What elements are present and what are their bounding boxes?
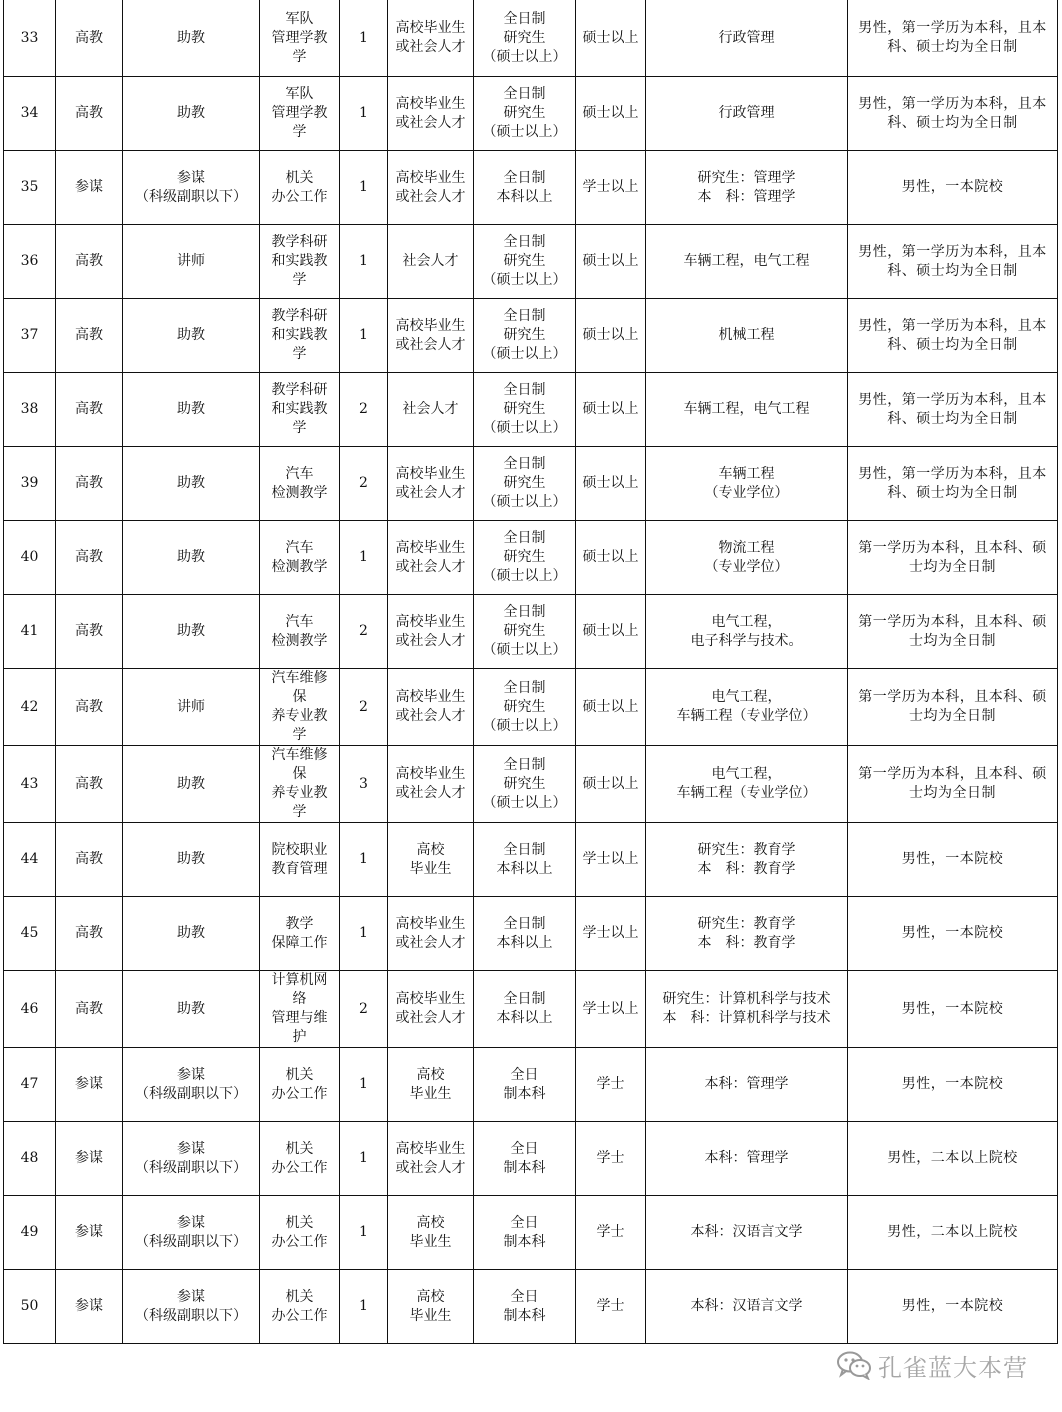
cell-row-number: 40 [4, 521, 56, 595]
cell-job-content: 机关 办公工作 [260, 1048, 340, 1122]
cell-source: 高校毕业生 或社会人才 [388, 1122, 474, 1196]
cell-degree: 学士 [576, 1048, 646, 1122]
cell-source: 高校毕业生 或社会人才 [388, 299, 474, 373]
cell-row-number: 34 [4, 77, 56, 151]
cell-major: 本科：管理学 [646, 1048, 848, 1122]
table-row [4, 299, 1058, 373]
cell-education: 全日制 研究生 （硕士以上） [474, 77, 576, 151]
table-row [4, 595, 1058, 669]
cell-education: 全日制 研究生 （硕士以上） [474, 521, 576, 595]
cell-row-number: 41 [4, 595, 56, 669]
cell-category: 参谋 [56, 1122, 123, 1196]
cell-position-title: 助教 [123, 77, 260, 151]
watermark [836, 1348, 1028, 1382]
cell-degree: 学士以上 [576, 971, 646, 1048]
cell-education: 全日制 研究生 （硕士以上） [474, 0, 576, 77]
cell-job-content: 汽车 检测教学 [260, 521, 340, 595]
table-row [4, 971, 1058, 1048]
cell-job-content: 机关 办公工作 [260, 1196, 340, 1270]
cell-position-title: 助教 [123, 746, 260, 823]
cell-position-title: 参谋 （科级副职以下） [123, 1122, 260, 1196]
cell-degree: 硕士以上 [576, 669, 646, 746]
cell-position-title: 助教 [123, 521, 260, 595]
table-row [4, 669, 1058, 746]
cell-headcount: 1 [340, 897, 388, 971]
wechat-icon [836, 1350, 872, 1380]
cell-source: 高校 毕业生 [388, 823, 474, 897]
cell-headcount: 1 [340, 77, 388, 151]
cell-education: 全日制 本科以上 [474, 823, 576, 897]
cell-notes: 男性，一本院校 [848, 897, 1058, 971]
cell-education: 全日制 研究生 （硕士以上） [474, 225, 576, 299]
cell-source: 高校毕业生 或社会人才 [388, 669, 474, 746]
cell-degree: 学士以上 [576, 823, 646, 897]
cell-education: 全日制 本科以上 [474, 971, 576, 1048]
recruitment-table [3, 0, 1058, 1344]
cell-headcount: 2 [340, 595, 388, 669]
cell-notes: 第一学历为本科，且本科、硕 士均为全日制 [848, 669, 1058, 746]
cell-row-number: 48 [4, 1122, 56, 1196]
table-row [4, 1122, 1058, 1196]
cell-category: 高教 [56, 77, 123, 151]
cell-education: 全日制 研究生 （硕士以上） [474, 595, 576, 669]
table-row [4, 521, 1058, 595]
table-row [4, 1048, 1058, 1122]
cell-category: 高教 [56, 373, 123, 447]
cell-position-title: 参谋 （科级副职以下） [123, 151, 260, 225]
cell-notes: 男性，第一学历为本科，且本 科、硕士均为全日制 [848, 225, 1058, 299]
cell-degree: 硕士以上 [576, 373, 646, 447]
cell-major: 机械工程 [646, 299, 848, 373]
cell-notes: 男性，第一学历为本科，且本 科、硕士均为全日制 [848, 77, 1058, 151]
cell-degree: 硕士以上 [576, 746, 646, 823]
cell-source: 高校毕业生 或社会人才 [388, 77, 474, 151]
cell-row-number: 42 [4, 669, 56, 746]
cell-major: 本科：管理学 [646, 1122, 848, 1196]
cell-row-number: 38 [4, 373, 56, 447]
cell-category: 高教 [56, 0, 123, 77]
cell-education: 全日制 研究生 （硕士以上） [474, 373, 576, 447]
cell-education: 全日 制本科 [474, 1122, 576, 1196]
cell-category: 参谋 [56, 151, 123, 225]
cell-headcount: 1 [340, 225, 388, 299]
cell-notes: 男性，第一学历为本科，且本 科、硕士均为全日制 [848, 299, 1058, 373]
cell-education: 全日制 本科以上 [474, 897, 576, 971]
cell-major: 研究生：管理学 本 科：管理学 [646, 151, 848, 225]
cell-education: 全日制 研究生 （硕士以上） [474, 447, 576, 521]
cell-notes: 男性，第一学历为本科，且本 科、硕士均为全日制 [848, 373, 1058, 447]
cell-headcount: 1 [340, 1048, 388, 1122]
cell-source: 高校毕业生 或社会人才 [388, 151, 474, 225]
cell-education: 全日 制本科 [474, 1270, 576, 1344]
cell-headcount: 2 [340, 669, 388, 746]
table-row [4, 373, 1058, 447]
cell-notes: 第一学历为本科，且本科、硕 士均为全日制 [848, 521, 1058, 595]
cell-row-number: 47 [4, 1048, 56, 1122]
table-row [4, 77, 1058, 151]
cell-major: 行政管理 [646, 0, 848, 77]
cell-degree: 学士 [576, 1122, 646, 1196]
cell-degree: 硕士以上 [576, 521, 646, 595]
cell-degree: 学士以上 [576, 897, 646, 971]
cell-job-content: 机关 办公工作 [260, 1122, 340, 1196]
table-row [4, 447, 1058, 521]
cell-category: 高教 [56, 521, 123, 595]
cell-row-number: 43 [4, 746, 56, 823]
cell-position-title: 助教 [123, 447, 260, 521]
cell-notes: 男性，第一学历为本科，且本 科、硕士均为全日制 [848, 447, 1058, 521]
table-row [4, 151, 1058, 225]
cell-degree: 学士 [576, 1270, 646, 1344]
cell-degree: 硕士以上 [576, 447, 646, 521]
cell-source: 高校毕业生 或社会人才 [388, 521, 474, 595]
cell-education: 全日制 研究生 （硕士以上） [474, 746, 576, 823]
cell-notes: 男性，二本以上院校 [848, 1196, 1058, 1270]
cell-headcount: 2 [340, 447, 388, 521]
cell-position-title: 助教 [123, 0, 260, 77]
cell-job-content: 机关 办公工作 [260, 151, 340, 225]
cell-major: 车辆工程 （专业学位） [646, 447, 848, 521]
cell-position-title: 助教 [123, 897, 260, 971]
cell-category: 高教 [56, 746, 123, 823]
cell-education: 全日制 研究生 （硕士以上） [474, 669, 576, 746]
cell-education: 全日制 本科以上 [474, 151, 576, 225]
cell-degree: 学士 [576, 1196, 646, 1270]
cell-degree: 硕士以上 [576, 299, 646, 373]
cell-education: 全日 制本科 [474, 1196, 576, 1270]
cell-category: 参谋 [56, 1270, 123, 1344]
cell-degree: 硕士以上 [576, 0, 646, 77]
cell-source: 社会人才 [388, 225, 474, 299]
cell-major: 物流工程 （专业学位） [646, 521, 848, 595]
cell-category: 高教 [56, 669, 123, 746]
cell-source: 社会人才 [388, 373, 474, 447]
cell-major: 行政管理 [646, 77, 848, 151]
cell-source: 高校 毕业生 [388, 1196, 474, 1270]
cell-source: 高校 毕业生 [388, 1270, 474, 1344]
cell-row-number: 45 [4, 897, 56, 971]
table-row [4, 746, 1058, 823]
watermark-text: 孔雀蓝大本营 [878, 1353, 1028, 1382]
cell-notes: 男性，一本院校 [848, 151, 1058, 225]
cell-major: 电气工程， 车辆工程（专业学位） [646, 746, 848, 823]
cell-position-title: 助教 [123, 823, 260, 897]
cell-job-content: 教学科研 和实践教 学 [260, 225, 340, 299]
cell-position-title: 助教 [123, 299, 260, 373]
cell-degree: 学士以上 [576, 151, 646, 225]
cell-headcount: 1 [340, 1122, 388, 1196]
cell-notes: 男性，一本院校 [848, 971, 1058, 1048]
cell-education: 全日制 研究生 （硕士以上） [474, 299, 576, 373]
cell-category: 高教 [56, 595, 123, 669]
cell-major: 研究生：教育学 本 科：教育学 [646, 823, 848, 897]
table-body [4, 0, 1058, 1344]
cell-headcount: 1 [340, 1270, 388, 1344]
cell-job-content: 教学 保障工作 [260, 897, 340, 971]
cell-row-number: 49 [4, 1196, 56, 1270]
cell-category: 高教 [56, 225, 123, 299]
cell-job-content: 汽车维修 保 养专业教 学 [260, 746, 340, 823]
cell-row-number: 35 [4, 151, 56, 225]
cell-category: 高教 [56, 447, 123, 521]
cell-headcount: 1 [340, 1196, 388, 1270]
cell-row-number: 37 [4, 299, 56, 373]
cell-source: 高校毕业生 或社会人才 [388, 447, 474, 521]
cell-major: 本科：汉语言文学 [646, 1270, 848, 1344]
cell-headcount: 1 [340, 823, 388, 897]
cell-notes: 第一学历为本科，且本科、硕 士均为全日制 [848, 595, 1058, 669]
cell-source: 高校 毕业生 [388, 1048, 474, 1122]
cell-position-title: 参谋 （科级副职以下） [123, 1048, 260, 1122]
cell-source: 高校毕业生 或社会人才 [388, 971, 474, 1048]
cell-major: 研究生：教育学 本 科：教育学 [646, 897, 848, 971]
cell-position-title: 讲师 [123, 669, 260, 746]
cell-position-title: 助教 [123, 971, 260, 1048]
cell-notes: 第一学历为本科，且本科、硕 士均为全日制 [848, 746, 1058, 823]
cell-position-title: 助教 [123, 595, 260, 669]
cell-notes: 男性，一本院校 [848, 1048, 1058, 1122]
recruitment-table-sheet [3, 0, 1057, 1344]
cell-position-title: 参谋 （科级副职以下） [123, 1270, 260, 1344]
cell-headcount: 2 [340, 971, 388, 1048]
cell-row-number: 46 [4, 971, 56, 1048]
cell-row-number: 33 [4, 0, 56, 77]
cell-row-number: 50 [4, 1270, 56, 1344]
cell-degree: 硕士以上 [576, 595, 646, 669]
cell-category: 参谋 [56, 1196, 123, 1270]
cell-notes: 男性，一本院校 [848, 823, 1058, 897]
cell-job-content: 汽车 检测教学 [260, 447, 340, 521]
cell-row-number: 39 [4, 447, 56, 521]
cell-category: 高教 [56, 823, 123, 897]
cell-job-content: 教学科研 和实践教 学 [260, 373, 340, 447]
cell-headcount: 1 [340, 299, 388, 373]
cell-major: 车辆工程，电气工程 [646, 373, 848, 447]
cell-category: 高教 [56, 299, 123, 373]
cell-source: 高校毕业生 或社会人才 [388, 746, 474, 823]
table-row [4, 1270, 1058, 1344]
cell-notes: 男性，一本院校 [848, 1270, 1058, 1344]
cell-notes: 男性，二本以上院校 [848, 1122, 1058, 1196]
cell-source: 高校毕业生 或社会人才 [388, 595, 474, 669]
cell-category: 参谋 [56, 1048, 123, 1122]
cell-job-content: 教学科研 和实践教 学 [260, 299, 340, 373]
cell-job-content: 机关 办公工作 [260, 1270, 340, 1344]
cell-major: 电气工程， 车辆工程（专业学位） [646, 669, 848, 746]
cell-job-content: 军队 管理学教 学 [260, 0, 340, 77]
table-row [4, 823, 1058, 897]
table-row [4, 897, 1058, 971]
cell-row-number: 44 [4, 823, 56, 897]
cell-headcount: 2 [340, 373, 388, 447]
table-row [4, 1196, 1058, 1270]
cell-category: 高教 [56, 971, 123, 1048]
cell-major: 本科：汉语言文学 [646, 1196, 848, 1270]
cell-category: 高教 [56, 897, 123, 971]
cell-headcount: 1 [340, 521, 388, 595]
cell-major: 电气工程， 电子科学与技术。 [646, 595, 848, 669]
cell-major: 车辆工程，电气工程 [646, 225, 848, 299]
cell-job-content: 军队 管理学教 学 [260, 77, 340, 151]
cell-degree: 硕士以上 [576, 77, 646, 151]
cell-education: 全日 制本科 [474, 1048, 576, 1122]
cell-degree: 硕士以上 [576, 225, 646, 299]
cell-notes: 男性，第一学历为本科，且本 科、硕士均为全日制 [848, 0, 1058, 77]
cell-source: 高校毕业生 或社会人才 [388, 0, 474, 77]
cell-source: 高校毕业生 或社会人才 [388, 897, 474, 971]
table-row [4, 225, 1058, 299]
cell-job-content: 汽车 检测教学 [260, 595, 340, 669]
cell-headcount: 1 [340, 151, 388, 225]
table-row [4, 0, 1058, 77]
cell-position-title: 参谋 （科级副职以下） [123, 1196, 260, 1270]
cell-job-content: 计算机网 络 管理与维 护 [260, 971, 340, 1048]
cell-major: 研究生：计算机科学与技术 本 科：计算机科学与技术 [646, 971, 848, 1048]
cell-job-content: 汽车维修 保 养专业教 学 [260, 669, 340, 746]
cell-row-number: 36 [4, 225, 56, 299]
cell-position-title: 讲师 [123, 225, 260, 299]
cell-position-title: 助教 [123, 373, 260, 447]
cell-headcount: 1 [340, 0, 388, 77]
cell-headcount: 3 [340, 746, 388, 823]
cell-job-content: 院校职业 教育管理 [260, 823, 340, 897]
